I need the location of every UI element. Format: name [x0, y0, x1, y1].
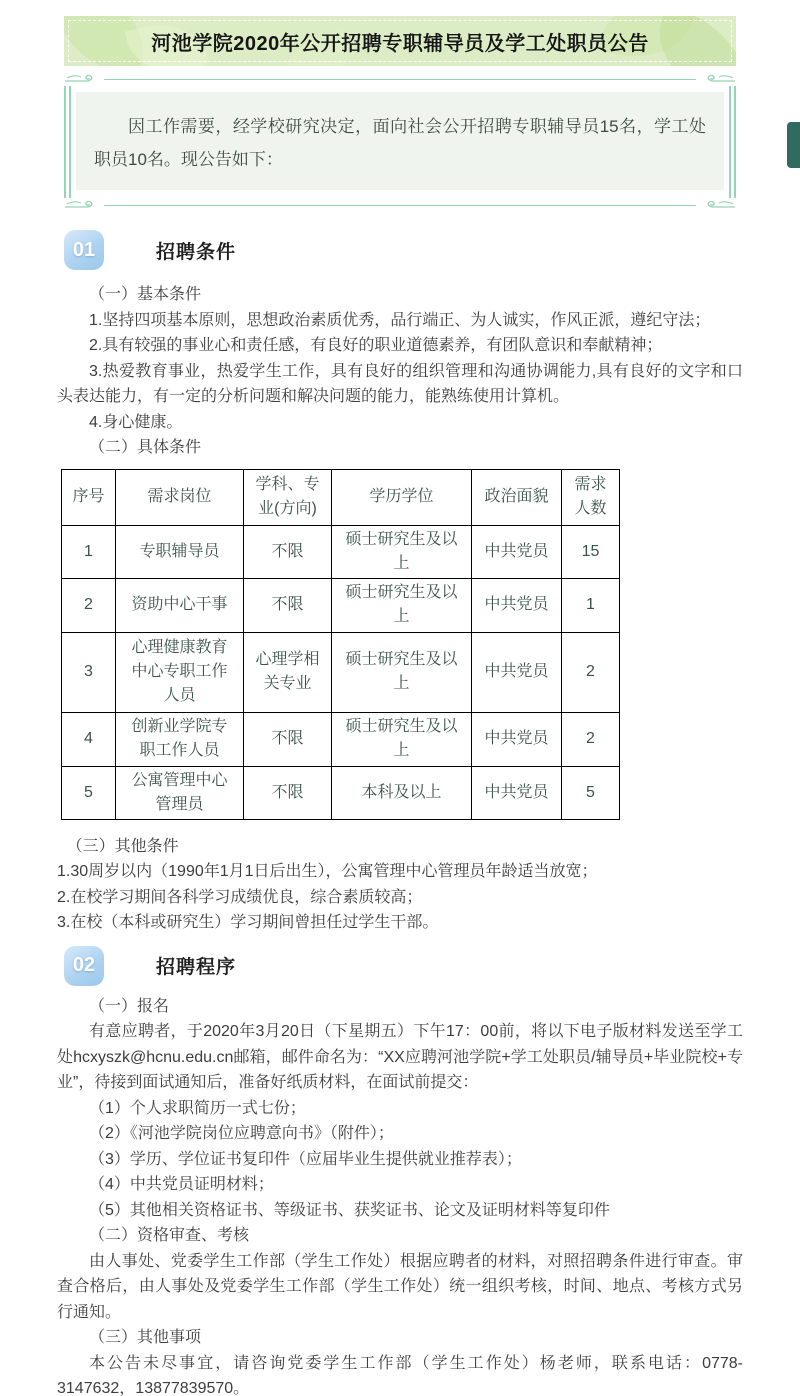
- table-row: [62, 578, 620, 632]
- decorative-separator: [64, 198, 736, 212]
- positions-table: [61, 469, 620, 820]
- table-cell: 专职辅导员: [116, 525, 244, 578]
- table-cell: 中共党员: [472, 712, 562, 766]
- table-cell: 公寓管理中心管理员: [116, 766, 244, 819]
- condition-item: 2.具有较强的事业心和责任感，有良好的职业道德素养，有团队意识和奉献精神；: [89, 337, 663, 354]
- section-number-badge: 02: [64, 946, 104, 986]
- section-2-content: [57, 994, 743, 1396]
- table-cell: 本科及以上: [332, 766, 472, 819]
- material-item: （5）其他相关资格证书、等级证书、获奖证书、论文及证明材料等复印件: [89, 1201, 610, 1219]
- subsection-heading: （二）具体条件: [89, 439, 202, 456]
- double-line-border-left: [64, 86, 71, 198]
- table-cell: 2: [562, 712, 620, 766]
- table-cell: 2: [62, 578, 116, 632]
- divider-line: [104, 205, 696, 206]
- table-cell: 创新业学院专职工作人员: [116, 712, 244, 766]
- table-cell: 硕士研究生及以上: [332, 578, 472, 632]
- section-2-header: [64, 946, 800, 986]
- table-cell: 中共党员: [472, 525, 562, 578]
- divider-line: [104, 79, 696, 80]
- table-cell: 15: [562, 525, 620, 578]
- double-line-border-right: [729, 86, 736, 198]
- table-cell: 资助中心干事: [116, 578, 244, 632]
- table-row: [62, 632, 620, 712]
- table-cell: 3: [62, 632, 116, 712]
- decorative-separator: [64, 72, 736, 86]
- scroll-swirl-icon: [64, 73, 98, 85]
- table-cell: 4: [62, 712, 116, 766]
- table-cell: 5: [562, 766, 620, 819]
- section-title: 招聘条件: [156, 241, 237, 263]
- table-cell: 中共党员: [472, 632, 562, 712]
- table-cell: 硕士研究生及以上: [332, 632, 472, 712]
- table-cell: 不限: [244, 766, 332, 819]
- table-cell: 中共党员: [472, 578, 562, 632]
- section-1-content: [57, 282, 743, 461]
- intro-box: [76, 92, 724, 190]
- intro-quote-box: [64, 92, 736, 190]
- condition-item: 1.坚持四项基本原则，思想政治素质优秀，品行端正、为人诚实，作风正派，遵纪守法；: [89, 311, 711, 329]
- table-cell: 不限: [244, 578, 332, 632]
- material-item: （3）学历、学位证书复印件（应届毕业生提供就业推荐表）；: [89, 1150, 522, 1168]
- table-cell: 心理学相关专业: [244, 632, 332, 712]
- table-header-cell: 需求人数: [562, 469, 620, 525]
- apply-paragraph: 有意应聘者，于2020年3月20日（下星期五）下午17：00前，将以下电子版材料发送至学工处hcxyszk@hcnu.edu.cn邮箱，邮件命名为：“XX应聘河池学院+学工处职员/辅导员+毕业院校+专业”，待接到面试通知后，准备好纸质材料，在面试前提交：: [57, 1023, 743, 1091]
- table-row: [62, 525, 620, 578]
- table-cell: 中共党员: [472, 766, 562, 819]
- table-header-cell: 学历学位: [332, 469, 472, 525]
- condition-item: 2.在校学习期间各科学习成绩优良，综合素质较高；: [57, 888, 423, 906]
- subsection-heading: （一）基本条件: [89, 286, 202, 303]
- condition-item: 3.热爱教育事业，热爱学生工作，具有良好的组织管理和沟通协调能力,具有良好的文字和口头表达能力，有一定的分析问题和解决问题的能力，能熟练使用计算机。: [57, 362, 743, 405]
- scroll-swirl-icon: [702, 199, 736, 211]
- table-row: [62, 766, 620, 819]
- table-header-cell: 需求岗位: [116, 469, 244, 525]
- contact-paragraph: 本公告未尽事宜，请咨询党委学生工作部（学生工作处）杨老师，联系电话：0778-3147632，13877839570。: [57, 1354, 743, 1396]
- table-cell: 5: [62, 766, 116, 819]
- table-row: [62, 712, 620, 766]
- side-tab-widget[interactable]: [787, 122, 800, 168]
- section-number-badge: 01: [64, 230, 104, 270]
- subsection-heading: （三）其他事项: [89, 1329, 202, 1346]
- table-cell: 不限: [244, 525, 332, 578]
- material-item: （1）个人求职简历一式七份；: [89, 1099, 306, 1117]
- table-cell: 硕士研究生及以上: [332, 525, 472, 578]
- table-header-cell: 学科、专业(方向): [244, 469, 332, 525]
- intro-text: 因工作需要，经学校研究决定，面向社会公开招聘专职辅导员15名，学工处职员10名。现公告如下：: [94, 117, 706, 169]
- table-cell: 1: [562, 578, 620, 632]
- scroll-swirl-icon: [702, 73, 736, 85]
- table-cell: 心理健康教育中心专职工作人员: [116, 632, 244, 712]
- subsection-heading: （二）资格审查、考核: [89, 1227, 250, 1244]
- table-cell: 2: [562, 632, 620, 712]
- title-banner: [64, 16, 736, 66]
- table-cell: 不限: [244, 712, 332, 766]
- table-header-cell: 序号: [62, 469, 116, 525]
- table-header-cell: 政治面貌: [472, 469, 562, 525]
- table-cell: 1: [62, 525, 116, 578]
- condition-item: 1.30周岁以内（1990年1月1日后出生），公寓管理中心管理员年龄适当放宽；: [57, 863, 598, 880]
- subsection-heading: （一）报名: [89, 997, 170, 1015]
- section-title: 招聘程序: [156, 957, 237, 978]
- material-item: （2）《河池学院岗位应聘意向书》（附件）；: [89, 1125, 394, 1142]
- condition-item: 4.身心健康。: [89, 413, 183, 431]
- condition-item: 3.在校（本科或研究生）学习期间曾担任过学生干部。: [57, 914, 439, 931]
- review-paragraph: 由人事处、党委学生工作部（学生工作处）根据应聘者的材料，对照招聘条件进行审查。审查合格后，由人事处及党委学生工作部（学生工作处）统一组织考核，时间、地点、考核方式另行通知。: [57, 1252, 743, 1321]
- scroll-swirl-icon: [64, 199, 98, 211]
- page-title: 河池学院2020年公开招聘专职辅导员及学工处职员公告: [151, 32, 649, 55]
- table-header-row: [62, 469, 620, 525]
- material-item: （4）中共党员证明材料；: [89, 1176, 274, 1193]
- other-conditions: [57, 834, 743, 936]
- table-cell: 硕士研究生及以上: [332, 712, 472, 766]
- section-1-header: [64, 230, 800, 270]
- subsection-heading: （三）其他条件: [66, 837, 179, 855]
